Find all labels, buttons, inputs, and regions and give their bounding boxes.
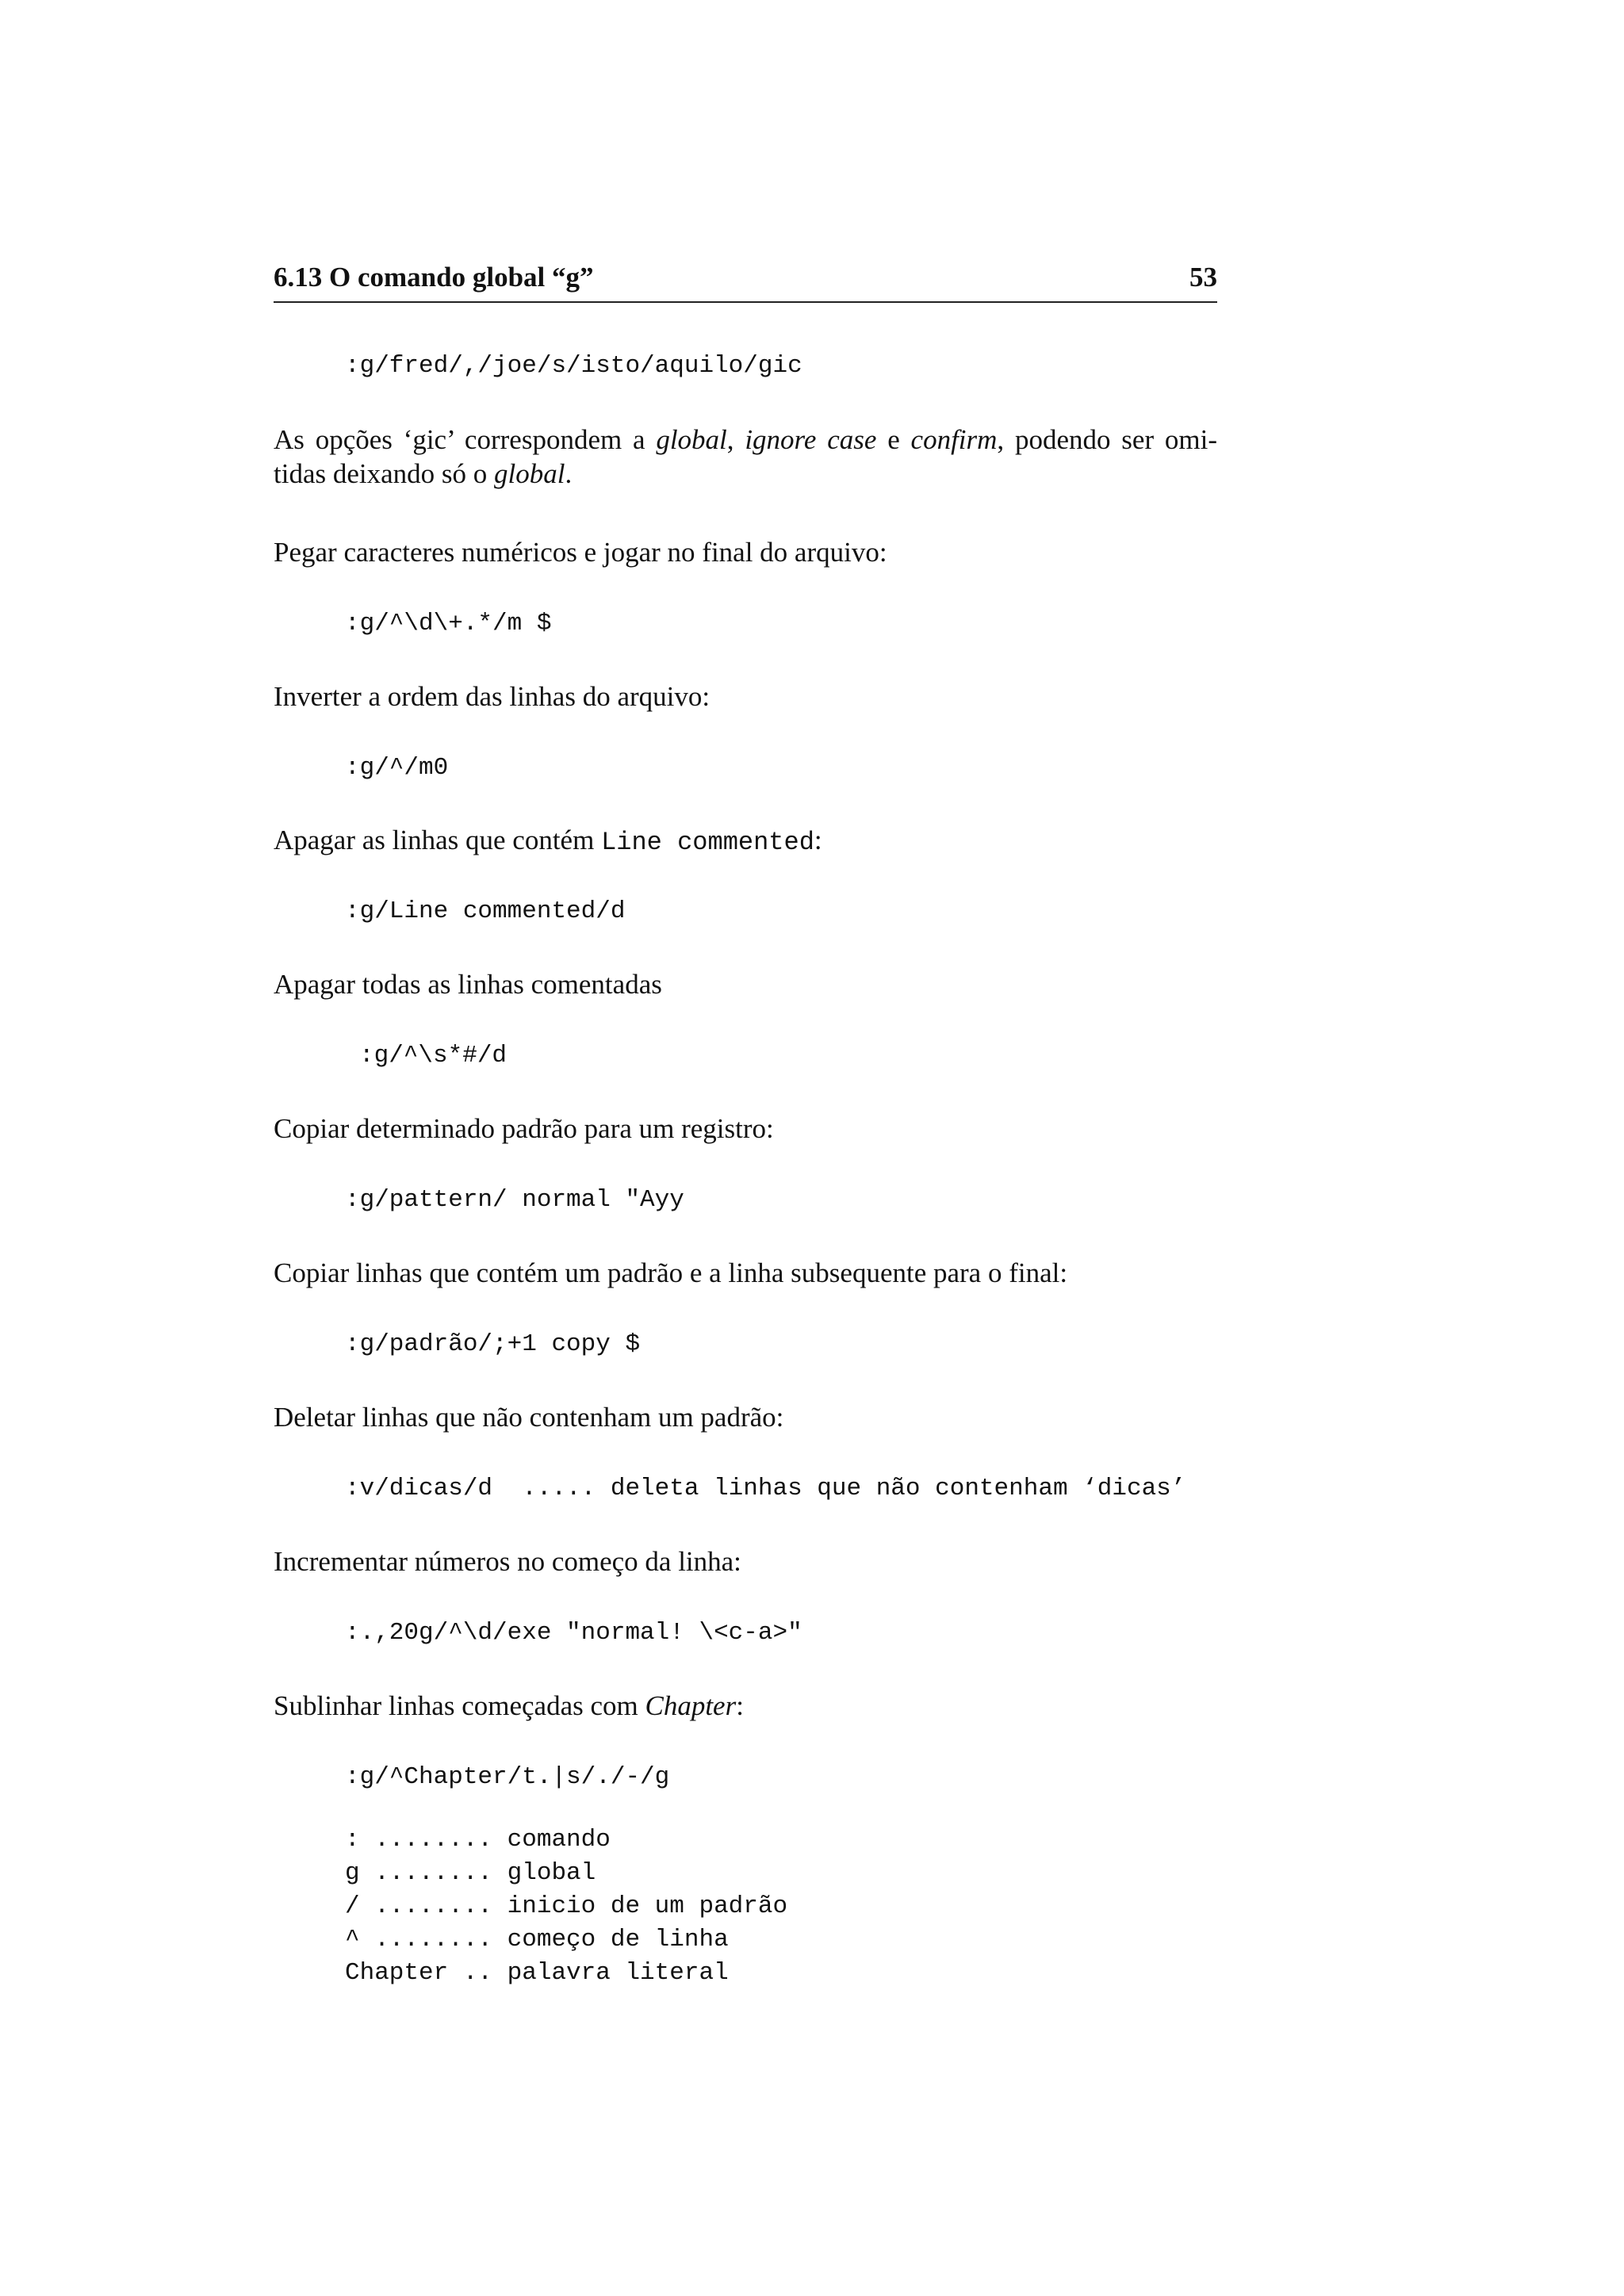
legend-row: g ........ global [345, 1859, 596, 1887]
code-line: :g/^/m0 [345, 754, 449, 782]
command-legend [345, 1823, 787, 1990]
paragraph-line [274, 457, 1217, 491]
text-span: tidas deixando só o [274, 458, 495, 489]
paragraph [274, 823, 1217, 859]
code-line: :g/^\s*#/d [359, 1042, 508, 1070]
text-span: Sublinhar linhas começadas com [274, 1690, 645, 1721]
text-span: : [814, 825, 822, 855]
paragraph: Inverter a ordem das linhas do arquivo: [274, 681, 710, 712]
page-number: 53 [1189, 262, 1217, 293]
text-span: , podendo ser omi- [997, 424, 1217, 455]
paragraph: Copiar determinado padrão para um registro: [274, 1113, 774, 1144]
code-line: :v/dicas/d ..... deleta linhas que não contenham ‘dicas’ [345, 1475, 1186, 1502]
paragraph: Copiar linhas que contém um padrão e a linha subsequente para o final: [274, 1257, 1068, 1288]
code-line: :g/pattern/ normal "Ayy [345, 1186, 684, 1214]
text-span: As opções ‘gic’ correspondem a [274, 424, 657, 455]
emphasis: confirm [910, 424, 998, 455]
paragraph-line [274, 423, 1217, 457]
inline-code: Line commented [601, 828, 814, 857]
legend-row: ^ ........ começo de linha [345, 1926, 729, 1954]
emphasis: global [494, 458, 565, 489]
emphasis: ignore case [745, 424, 877, 455]
paragraph: Apagar todas as linhas comentadas [274, 969, 662, 1000]
text-span: , [726, 424, 745, 455]
paragraph: Pegar caracteres numéricos e jogar no final do arquivo: [274, 537, 887, 568]
emphasis: global [656, 424, 727, 455]
text-span: Apagar as linhas que contém [274, 825, 602, 855]
code-line: :g/fred/,/joe/s/isto/aquilo/gic [345, 352, 802, 380]
legend-row: / ........ inicio de um padrão [345, 1892, 788, 1920]
text-span: . [565, 458, 573, 489]
code-line: :.,20g/^\d/exe "normal! \<c-a>" [345, 1619, 802, 1647]
code-line: :g/^Chapter/t.|s/./-/g [345, 1763, 670, 1791]
code-line: :g/^\d\+.*/m $ [345, 610, 552, 637]
legend-row: Chapter .. palavra literal [345, 1959, 729, 1987]
text-span: : [736, 1690, 744, 1721]
text-span: e [876, 424, 911, 455]
section-title: 6.13 O comando global “g” [274, 262, 594, 293]
legend-row: : ........ comando [345, 1826, 611, 1854]
paragraph-gic-options [274, 423, 1217, 491]
code-line: :g/padrão/;+1 copy $ [345, 1330, 641, 1358]
emphasis: Chapter [645, 1690, 737, 1721]
paragraph: Deletar linhas que não contenham um padrão: [274, 1402, 784, 1433]
paragraph [274, 1689, 1217, 1723]
running-header [274, 262, 1217, 303]
code-line: :g/Line commented/d [345, 897, 626, 925]
paragraph: Incrementar números no começo da linha: [274, 1546, 741, 1577]
